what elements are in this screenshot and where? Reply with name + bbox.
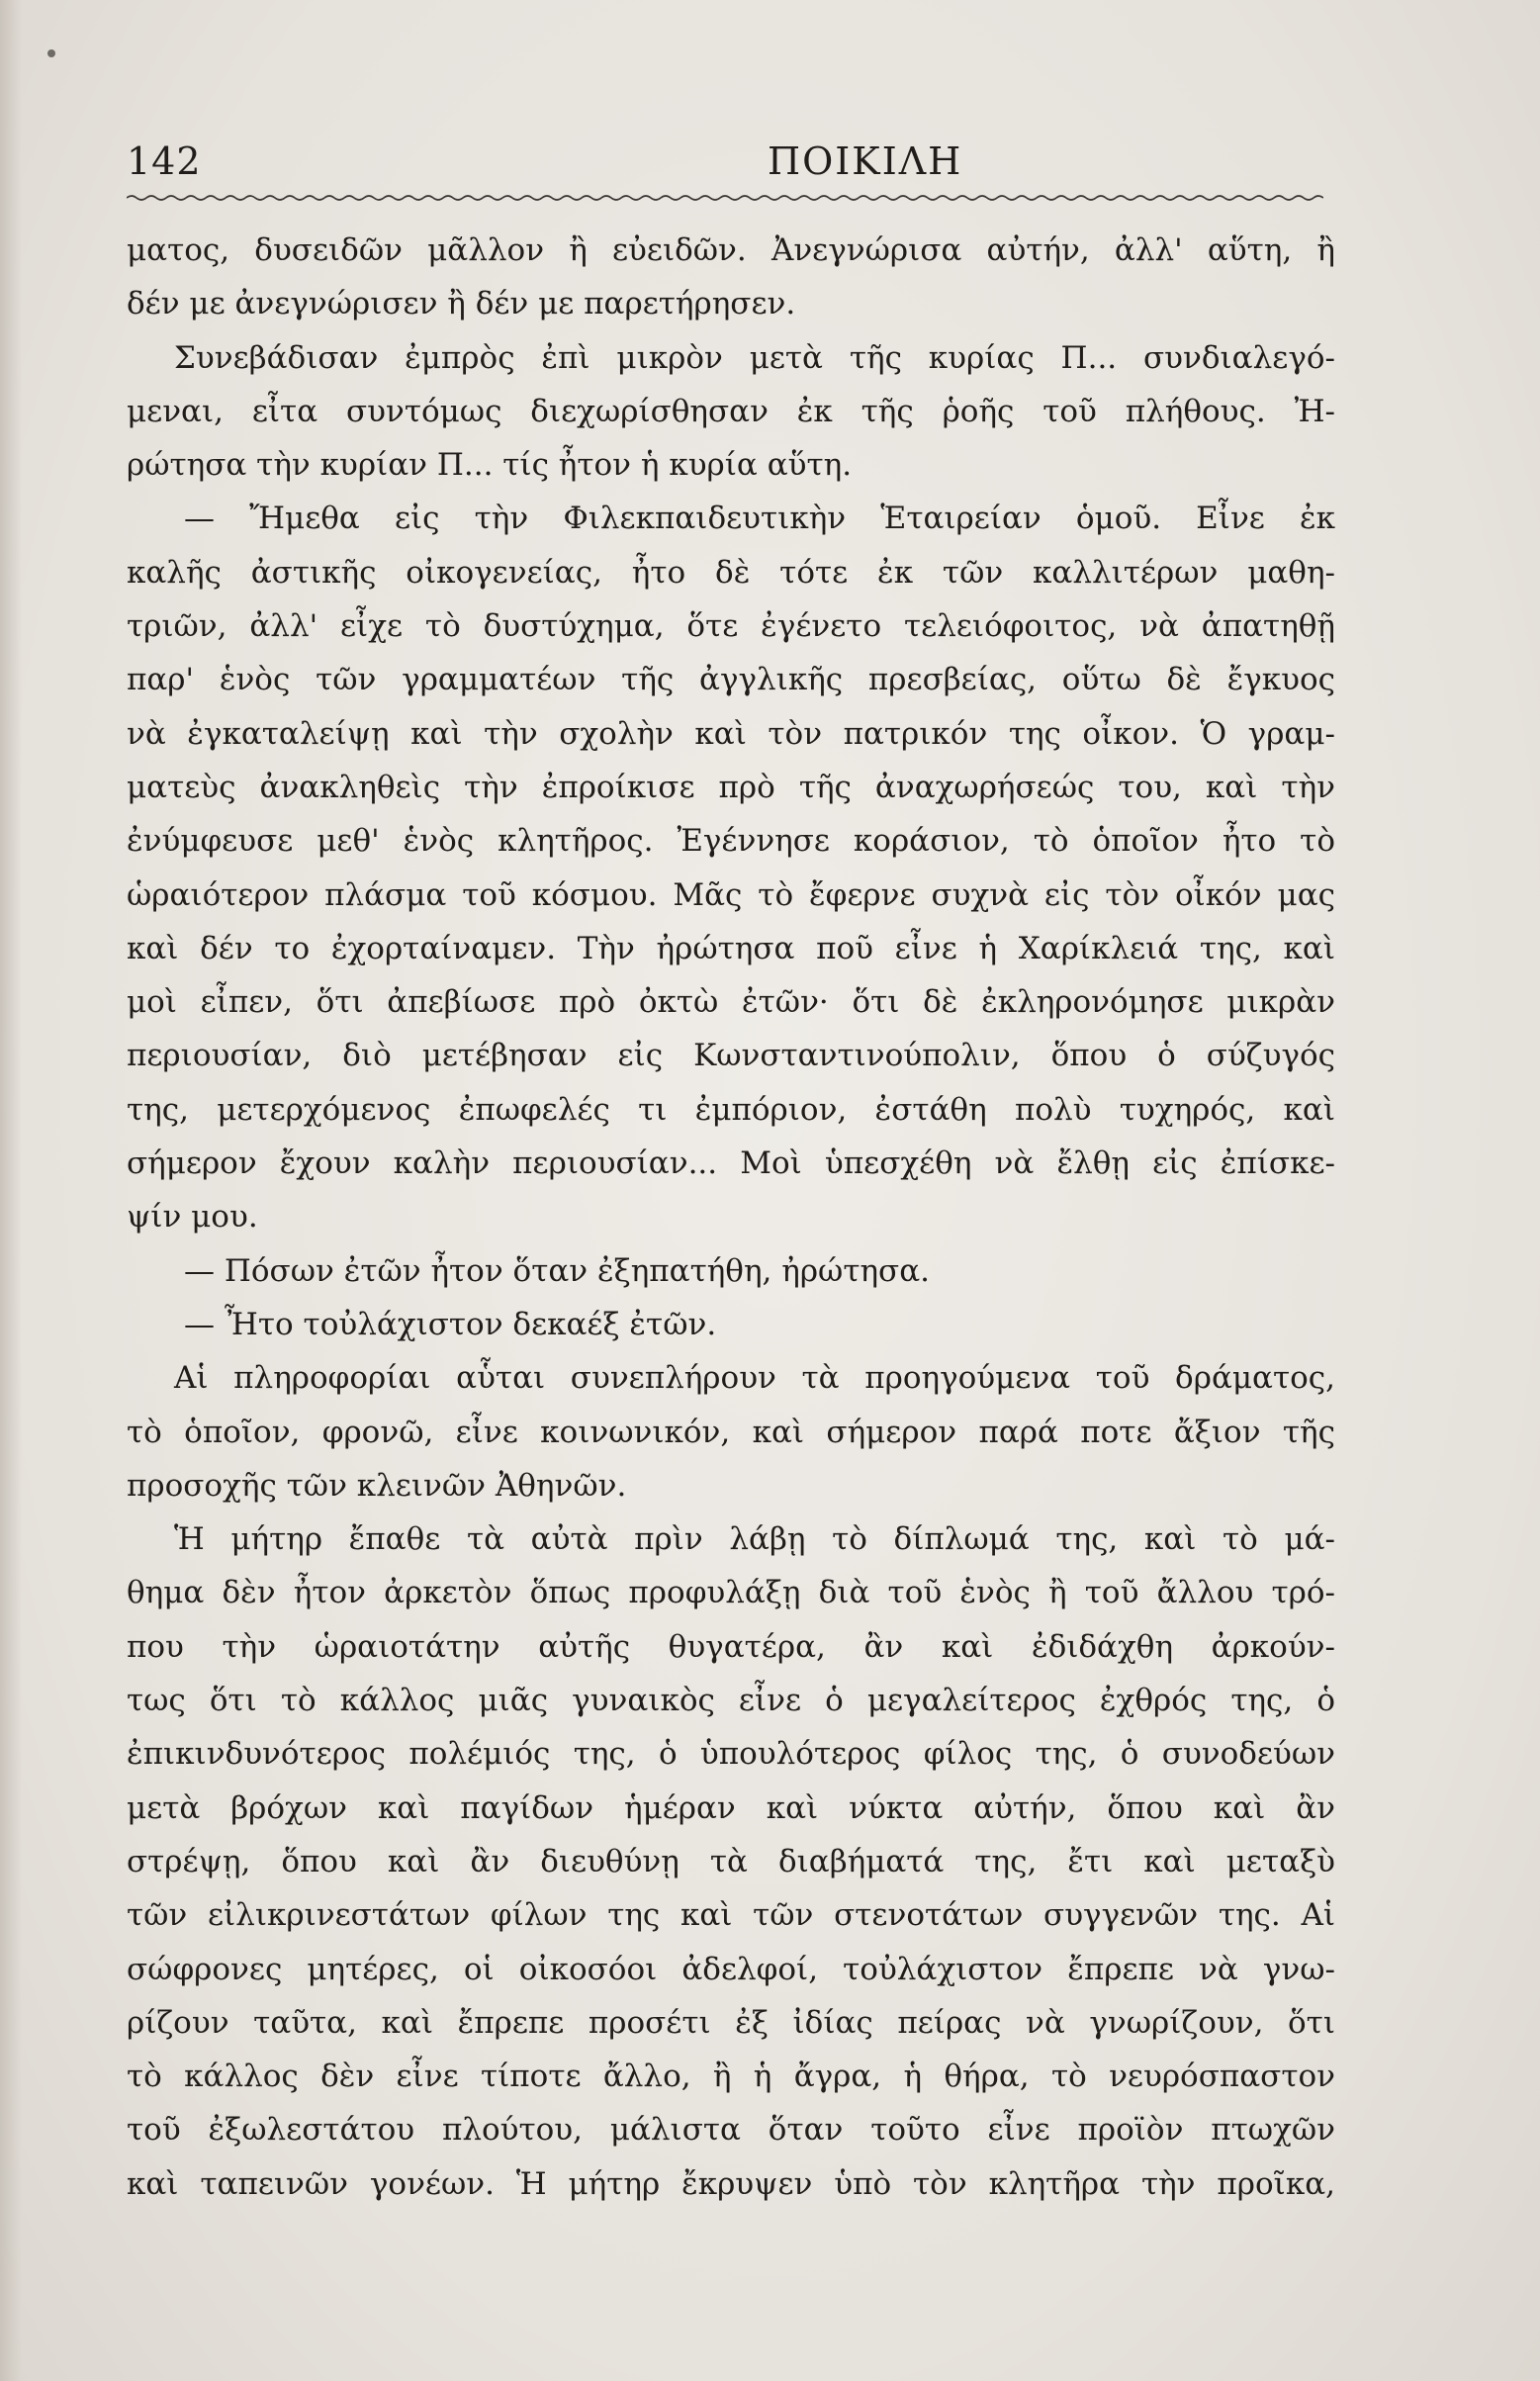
text-line: τως ὅτι τὸ κάλλος μιᾶς γυναικὸς εἶνε ὁ μεγαλείτερος ἐχθρός της, ὁ <box>127 1683 1335 1719</box>
text-line: τὸ ὁποῖον, φρονῶ, εἶνε κοινωνικόν, καὶ σήμερον παρά ποτε ἄξιον τῆς <box>127 1414 1335 1450</box>
text-line: νὰ ἐγκαταλείψῃ καὶ τὴν σχολὴν καὶ τὸν πατρικόν της οἶκον. Ὁ γραμ- <box>127 715 1335 752</box>
text-line: ὡραιότερον πλάσμα τοῦ κόσμου. Μᾶς τὸ ἔφερνε συχνὰ εἰς τὸν οἶκόν μας <box>127 876 1335 913</box>
text-line: τριῶν, ἀλλ' εἶχε τὸ δυστύχημα, ὅτε ἐγένετο τελειόφοιτος, νὰ ἀπατηθῇ <box>127 608 1335 645</box>
text-line: καλῆς ἀστικῆς οἰκογενείας, ἦτο δὲ τότε ἐκ τῶν καλλιτέρων μαθη- <box>127 554 1335 591</box>
text-line: θημα δὲν ἦτον ἀρκετὸν ὅπως προφυλάξῃ διὰ τοῦ ἑνὸς ἢ τοῦ ἄλλου τρό- <box>127 1575 1335 1611</box>
text-line: στρέψῃ, ὅπου καὶ ἂν διευθύνῃ τὰ διαβήματά της, ἔτι καὶ μεταξὺ <box>127 1843 1335 1879</box>
text-line: περιουσίαν, διὸ μετέβησαν εἰς Κωνσταντινούπολιν, ὅπου ὁ σύζυγός <box>127 1038 1335 1074</box>
running-title: ΠΟΙΚΙΛΗ <box>768 139 963 183</box>
text-line: μοὶ εἶπεν, ὅτι ἀπεβίωσε πρὸ ὀκτὼ ἐτῶν· ὅτι δὲ ἐκληρονόμησε μικρὰν <box>127 984 1335 1021</box>
text-line: Αἱ πληροφορίαι αὗται συνεπλήρουν τὰ προηγούμενα τοῦ δράματος, <box>174 1360 1335 1397</box>
text-line: ρώτησα τὴν κυρίαν Π... τίς ἦτον ἡ κυρία αὕτη. <box>127 447 853 484</box>
text-line: σώφρονες μητέρες, οἱ οἰκοσόοι ἀδελφοί, τοὐλάχιστον ἔπρεπε νὰ γνω- <box>127 1951 1335 1987</box>
text-line: τῶν εἰλικρινεστάτων φίλων της καὶ τῶν στενοτάτων συγγενῶν της. Αἱ <box>127 1897 1335 1934</box>
text-line: σήμερον ἔχουν καλὴν περιουσίαν... Μοὶ ὑπεσχέθη νὰ ἔλθῃ εἰς ἐπίσκε- <box>127 1145 1335 1182</box>
text-line: Ἡ μήτηρ ἔπαθε τὰ αὐτὰ πρὶν λάβῃ τὸ δίπλωμά της, καὶ τὸ μά- <box>174 1521 1335 1558</box>
text-line: προσοχῆς τῶν κλεινῶν Ἀθηνῶν. <box>127 1467 627 1504</box>
page-mark <box>47 49 55 57</box>
text-line: μεναι, εἶτα συντόμως διεχωρίσθησαν ἐκ τῆς ῥοῆς τοῦ πλήθους. Ἠ- <box>127 393 1335 429</box>
text-line: ἐνύμφευσε μεθ' ἑνὸς κλητῆρος. Ἐγέννησε κοράσιον, τὸ ὁποῖον ἦτο τὸ <box>127 823 1335 860</box>
text-line: τὸ κάλλος δὲν εἶνε τίποτε ἄλλο, ἢ ἡ ἄγρα, ἡ θήρα, τὸ νευρόσπαστον <box>127 2059 1335 2095</box>
text-line: τοῦ ἐξωλεστάτου πλούτου, μάλιστα ὅταν τοῦτο εἶνε προϊὸν πτωχῶν <box>127 2112 1335 2149</box>
page-number: 142 <box>127 139 202 183</box>
text-line: — Πόσων ἐτῶν ἦτον ὅταν ἐξηπατήθη, ἠρώτησα. <box>184 1252 930 1289</box>
text-line: ψίν μου. <box>127 1199 258 1236</box>
text-line: ματος, δυσειδῶν μᾶλλον ἢ εὐειδῶν. Ἀνεγνώρισα αὐτήν, ἀλλ' αὕτη, ἢ <box>127 232 1335 268</box>
text-line: παρ' ἑνὸς τῶν γραμματέων τῆς ἀγγλικῆς πρεσβείας, οὕτω δὲ ἔγκυος <box>127 662 1335 698</box>
body-text <box>127 224 1335 2211</box>
text-line: μετὰ βρόχων καὶ παγίδων ἡμέραν καὶ νύκτα αὐτήν, ὅπου καὶ ἂν <box>127 1789 1335 1826</box>
text-line: ρίζουν ταῦτα, καὶ ἔπρεπε προσέτι ἐξ ἰδίας πείρας νὰ γνωρίζουν, ὅτι <box>127 2004 1335 2041</box>
binding-shadow <box>0 0 22 2381</box>
text-line: ἐπικινδυνότερος πολέμιός της, ὁ ὑπουλότερος φίλος της, ὁ συνοδεύων <box>127 1736 1335 1773</box>
text-line: που τὴν ὡραιοτάτην αὐτῆς θυγατέρα, ἂν καὶ ἐδιδάχθη ἀρκούν- <box>127 1628 1335 1665</box>
text-line: δέν με ἀνεγνώρισεν ἢ δέν με παρετήρησεν. <box>127 286 796 322</box>
text-line: ματεὺς ἀνακληθεὶς τὴν ἐπροίκισε πρὸ τῆς ἀναχωρήσεώς του, καὶ τὴν <box>127 769 1335 805</box>
text-line: καὶ ταπεινῶν γονέων. Ἡ μήτηρ ἔκρυψεν ὑπὸ τὸν κλητῆρα τὴν προῖκα, <box>127 2165 1335 2202</box>
text-line: της, μετερχόμενος ἐπωφελές τι ἐμπόριον, ἐστάθη πολὺ τυχηρός, καὶ <box>127 1091 1335 1128</box>
text-line: καὶ δέν το ἐχορταίναμεν. Τὴν ἠρώτησα ποῦ εἶνε ἡ Χαρίκλειά της, καὶ <box>127 930 1335 966</box>
header-rule <box>127 194 1323 202</box>
text-line: — Ἤμεθα εἰς τὴν Φιλεκπαιδευτικὴν Ἑταιρείαν ὁμοῦ. Εἶνε ἐκ <box>184 501 1335 537</box>
text-line: — Ἦτο τοὐλάχιστον δεκαέξ ἐτῶν. <box>184 1306 717 1342</box>
text-line: Συνεβάδισαν ἐμπρὸς ἐπὶ μικρὸν μετὰ τῆς κυρίας Π... συνδιαλεγό- <box>174 339 1335 376</box>
page-header <box>127 137 1314 192</box>
